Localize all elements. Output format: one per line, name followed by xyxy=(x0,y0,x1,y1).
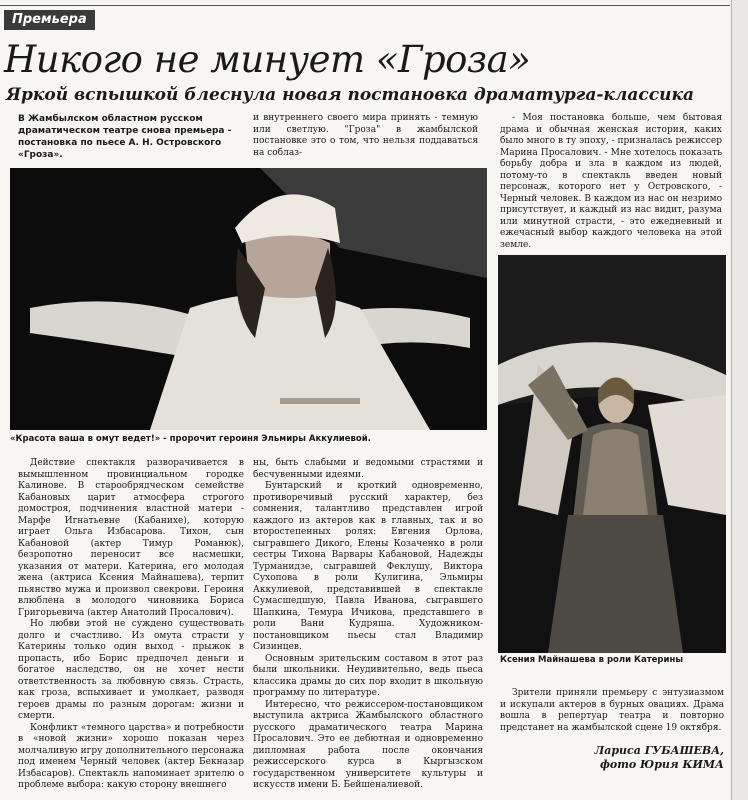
photo-scene-1 xyxy=(10,168,487,430)
body-column-3 xyxy=(500,688,724,734)
top-rule xyxy=(0,5,730,6)
body-column-2 xyxy=(253,458,483,792)
photo-1-caption: «Красота ваша в омут ведет!» - пророчит героиня Эльмиры Аккулиевой. xyxy=(10,434,371,444)
body-column-1 xyxy=(18,458,244,792)
col2-paragraph-1: ны, быть слабыми и ведомыми страстями и бесчувенными идеями. xyxy=(253,458,483,480)
photo-2-caption: Ксения Майнашева в роли Катерины xyxy=(500,655,683,665)
top-right-text xyxy=(500,113,722,251)
byline xyxy=(500,744,724,772)
col2-paragraph-3: Основным зрительским составом в этот раз были школьники. Неудивительно, ведь пьеса классика драмы до сих пор входит в школьную программу по литературе. xyxy=(253,653,483,698)
col1-paragraph-3: Конфликт «темного царства» и потребности в «новой жизни» хорошо показан через молчаливую игру дополнительного персонажа под именем Черный человек (актер Бекназар Избасаров). Спектакль напоминает зрителю о проблеме выбора: какую сторону внешнего xyxy=(18,722,244,790)
adjacent-page-edge xyxy=(731,0,748,800)
col1-paragraph-2: Но любви этой не суждено существовать долго и счастливо. Из омута страсти у Катерины только один выход - прыжок в пропасть, ибо Борис предпочел деньги и богатое наследство, он не хочет нести ответственность за любовную связь. Страсть, как гроза, вспыхивает и умолкает, разводя героев драмы по разным дорогам: жизни и смерти. xyxy=(18,619,244,721)
top-right-paragraph: - Моя постановка больше, чем бытовая драма и обычная женская история, каких было много в ту эпоху, - призналась режиссер Марина Просалович. - Мне хотелось показать борьбу добра и зла в каждом из людей, потому-то в спектакль введен новый персонаж, которого нет у Островского, - Черный человек. В каждом из нас он незримо присутствует, и каждый из нас видит, разума или минутной страсти, - это ежедневный и ежечасный выбор каждого человека на этой земле. xyxy=(500,113,722,250)
col1-paragraph-1: Действие спектакля разворачивается в вымышленном провинциальном городке Калинове. В старообрядческом семействе Кабановых царит атмосфера строгого домостроя, подчинения властной матери - Марфе Игнатьевне (Кабанихе), которую играет Ольга Избасарова. Тихон, сын Кабановой (актер Тимур Романюк), безропотно переносит все насмешки, указания от матери. Катерина, его молодая жена (актриса Ксения Майнашева), терпит пьянство мужа и произвол свекрови. Героиня влюблена в молодого чиновника Бориса Григорьевича (актер Анатолий Просалович). xyxy=(18,458,244,618)
photo-scene-1-image xyxy=(10,168,487,430)
rubric-label: Премьера xyxy=(4,10,95,30)
byline-photo-credit: фото Юрия КИМА xyxy=(599,758,724,771)
col2-paragraph-2: Бунтарский и кроткий одновременно, противоречивый русский характер, без сомнения, талантливо представлен игрой каждого из актеров как в главных, так и во второстепенных ролях: Евгения Орлова, сыгравшего Дикого, Елены Козаченко в роли сестры Тихона Варвары Кабановой, Надежды Турманидзе, сыгравшей Феклушу, Виктора Сухопова в роли Кулигина, Эльмиры Аккулиевой, представившей в спектакле Сумасшедшую, Павла Иванова, сыгравшего Шапкина, Темура Ичикова, представшего в роли Вани Кудряша. Художником-постановщиком пьесы стал Владимир Сизинцев. xyxy=(253,481,483,652)
lead-paragraph: В Жамбылском областном русском драматическом театре снова премьера - постановка по пьесе А. Н. Островского «Гроза». xyxy=(18,114,232,160)
photo-scene-2-image xyxy=(498,255,726,653)
photo-scene-2 xyxy=(498,255,726,653)
top-middle-paragraph: и внутреннего своего мира принять - темную или светлую. "Гроза" в жамбылской постановке это о том, что нельзя поддаваться на соблаз- xyxy=(253,113,478,158)
col3-paragraph-1: Зрители приняли премьеру с энтузиазмом и искупали актеров в бурных овациях. Драма вошла в репертуар театра и повторно предстанет на жамбылской сцене 19 октября. xyxy=(500,688,724,733)
top-middle-text xyxy=(253,113,478,159)
col2-paragraph-4: Интересно, что режиссером-постановщиком выступила актриса Жамбылского областного русского драматического театра Марина Просалович. Это ее дебютная и одновременно дипломная работа после окончания режиссерского курса в Кыргызском государственном университете культуры и искусств имени Б. Бейшеналиевой. xyxy=(253,699,483,790)
headline: Никого не минует «Гроза» xyxy=(4,38,531,81)
subheadline: Яркой вспышкой блеснула новая постановка драматурга-классика xyxy=(6,85,694,105)
byline-author: Лариса ГУБАШЕВА, xyxy=(594,744,724,757)
